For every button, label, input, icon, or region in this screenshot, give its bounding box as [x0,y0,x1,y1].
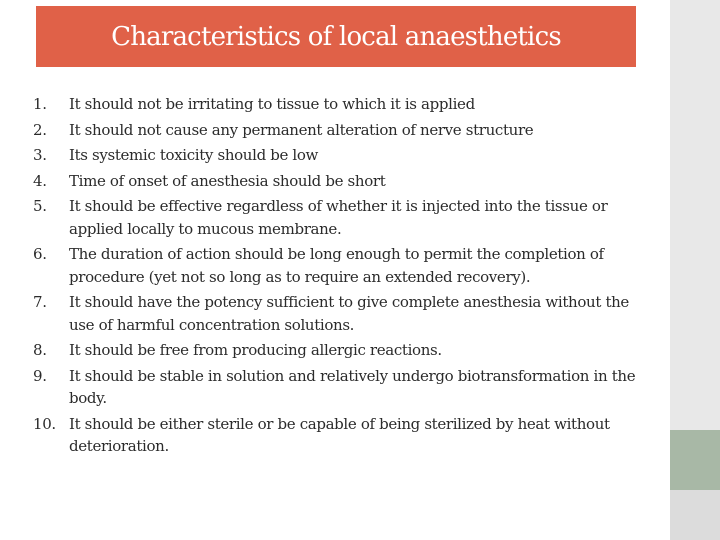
item-text: It should not be irritating to tissue to which it is applied [69,95,475,113]
item-number: 3. [33,146,47,164]
list-item [33,144,645,167]
item-text: Time of onset of anesthesia should be short [69,171,386,190]
item-text: It should have the potency sufficient to give complete anesthesia without the use of harmful concentration solutions. [69,293,629,334]
item-number: 9. [33,366,47,385]
item-text: It should be stable in solution and relatively undergo biotransformation in the body. [69,366,636,407]
item-text: It should be effective regardless of whether it is injected into the tissue or applied locally to mucous membrane. [69,197,608,238]
list-item [33,119,645,142]
side-decoration-bar-top [670,0,720,430]
slide-title: Characteristics of local anaesthetics [111,21,561,52]
list-item [33,339,645,362]
side-decoration-bar-accent [670,430,720,490]
item-text: It should not cause any permanent alteration of nerve structure [69,120,534,139]
item-number: 6. [33,245,47,263]
list-item [33,93,645,116]
list-item [33,365,645,410]
item-number: 2. [33,120,47,139]
title-banner [36,6,636,67]
item-text: It should be either sterile or be capable of being sterilized by heat without deterioration. [69,414,610,455]
item-text: Its systemic toxicity should be low [69,146,319,164]
item-number: 10. [33,414,56,433]
item-number: 5. [33,197,47,215]
item-number: 8. [33,341,47,359]
list-item [33,170,645,193]
item-number: 4. [33,171,47,190]
side-decoration-bar-bottom [670,490,720,540]
list-item [33,195,645,240]
characteristics-list [33,93,645,461]
item-number: 1. [33,95,47,113]
item-text: The duration of action should be long enough to permit the completion of procedure (yet not so long as to require an extended recovery). [69,245,604,286]
list-item [33,413,645,458]
item-number: 7. [33,293,47,311]
list-item [33,291,645,336]
item-text: It should be free from producing allergic reactions. [69,341,442,359]
list-item [33,243,645,288]
